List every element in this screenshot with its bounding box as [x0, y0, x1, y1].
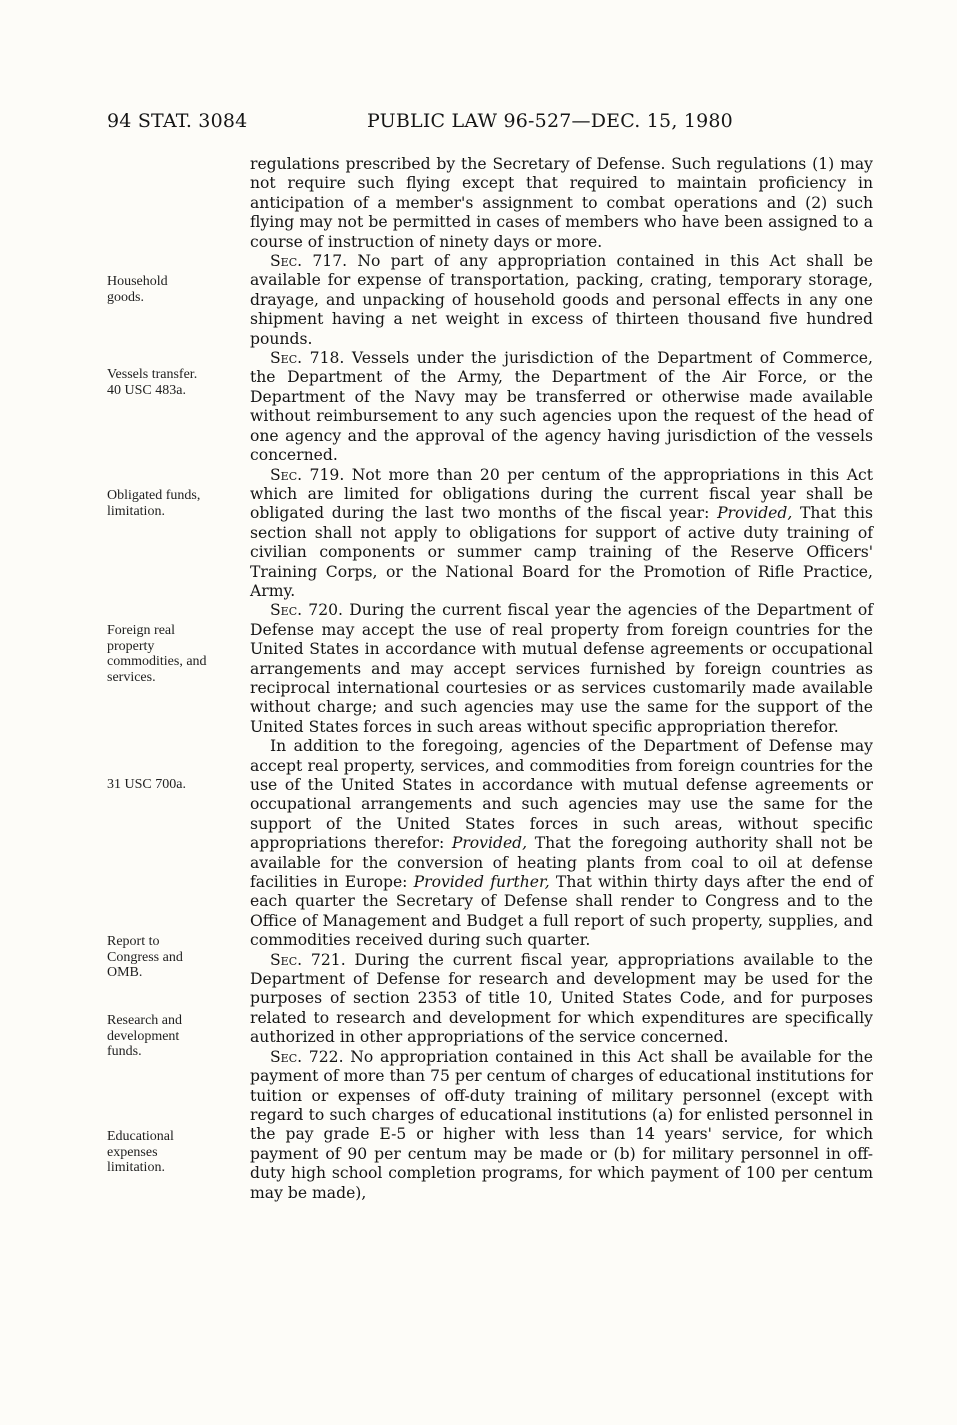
section-label: Sec.	[270, 349, 303, 368]
section-717	[250, 252, 873, 349]
section-label: Sec.	[270, 465, 303, 484]
section-722-text: 722. No appropriation contained in this Act shall be available for the payment of more than 75 per centum of charges of educational institutions for tuition or expenses of off-duty training of military personnel (except with regard to such charges of educational institutions (a) for enlisted personnel in the pay grade E-5 or higher with less than 14 years' service, for which payment of 90 per centum may be made or (b) for military personnel in off-duty high school completion programs, for which payment of 100 per centum may be made),	[250, 1047, 873, 1202]
section-718-text: 718. Vessels under the jurisdiction of the Department of Commerce, the Department of the Army, the Department of the Air Force, or the Department of the Navy may be transferred or otherwise made available without reimbursement to any such agencies upon the request of the head of one agency and the approval of the agency having jurisdiction of the vessels concerned.	[250, 349, 873, 465]
margin-note-31-usc-700a: 31 USC 700a.	[107, 777, 186, 792]
margin-note-obligated-funds: Obligated funds, limitation.	[107, 488, 201, 519]
page-header	[107, 110, 867, 136]
section-719-text-a: 719. Not more than 20 per centum of the appropriations in this Act which are limited for obligations during the current fiscal year shall be obligated during the last two months of the fiscal year:	[250, 465, 873, 523]
margin-note-household-goods: Household goods.	[107, 274, 168, 305]
margin-note-40-usc-483a: 40 USC 483a.	[107, 383, 186, 398]
margin-note-vessels-transfer: Vessels transfer.	[107, 367, 198, 382]
margin-note-report-to-congress: Report to Congress and OMB.	[107, 934, 183, 980]
continued-paragraph: regulations prescribed by the Secretary of Defense. Such regulations (1) may not require such flying except that required to maintain proficiency in anticipation of a member's assignment to combat operations and (2) such flying may not be permitted in cases of members who have been assigned to a course of instruction of ninety days or more.	[250, 155, 873, 251]
section-720-p2-text-a: In addition to the foregoing, agencies of the Department of Defense may accept real property, services, and commodities from foreign countries for the use of the United States in accordance with mutual defense agreements or occupational arrangements and such agencies may use the same for the support of the United States forces in such areas, without specific appropriations therefor:	[250, 737, 873, 853]
section-720-p2-text-b: That the foregoing authority shall not be available for the conversion of heating plants from coal to oil at defense facilities in Europe:	[250, 834, 874, 892]
section-717-text: 717. No part of any appropriation contained in this Act shall be available for expense of transportation, packing, crating, temporary storage, drayage, and unpacking of household goods and personal effects in any one shipment having a net weight in excess of thirteen thousand five hundred pounds.	[250, 252, 873, 348]
section-720-paragraph-2	[250, 737, 873, 950]
statute-page-number: 94 STAT. 3084	[107, 110, 248, 132]
section-722	[250, 1048, 873, 1203]
section-label: Sec.	[270, 1047, 303, 1066]
section-719	[250, 466, 873, 602]
section-label: Sec.	[270, 950, 303, 969]
section-720	[250, 601, 873, 737]
provided-proviso: Provided,	[717, 504, 793, 523]
section-719-text-b: That this section shall not apply to obligations for support of active duty training of civilian components or summer camp training of the Reserve Officers' Training Corps, or the National Board for the Promotion of Rifle Practice, Army.	[250, 504, 873, 600]
section-720-text: 720. During the current fiscal year the agencies of the Department of Defense may accept the use of real property from foreign countries for the United States in accordance with mutual defense agreements or occupational arrangements and may accept services furnished by foreign countries as reciprocal international courtesies or as services customarily made available without charge; and such agencies may use the same for the support of the United States forces in such areas without specific appropriation therefor.	[250, 601, 873, 736]
section-721	[250, 951, 873, 1048]
public-law-title: PUBLIC LAW 96-527—DEC. 15, 1980	[367, 110, 733, 132]
margin-note-foreign-real-property: Foreign real property commodities, and services.	[107, 623, 207, 685]
margin-note-educational-expenses: Educational expenses limitation.	[107, 1129, 174, 1175]
section-718	[250, 349, 873, 465]
provided-further-proviso: Provided further,	[413, 873, 550, 892]
margin-note-research-development: Research and development funds.	[107, 1013, 183, 1059]
section-720-p2-text-c: That within thirty days after the end of each quarter the Secretary of Defense shall render to Congress and to the Office of Management and Budget a full report of such property, supplies, and commodities received during such quarter.	[250, 873, 873, 950]
provided-proviso: Provided,	[451, 834, 528, 853]
section-label: Sec.	[270, 252, 303, 271]
section-label: Sec.	[270, 601, 303, 620]
section-721-text: 721. During the current fiscal year, appropriations available to the Department of Defense for research and development may be used for the purposes of section 2353 of title 10, United States Code, and for purposes related to research and development for which expenditures are specifically authorized in other appropriations of the service concerned.	[250, 950, 873, 1047]
body-text	[250, 155, 873, 1203]
